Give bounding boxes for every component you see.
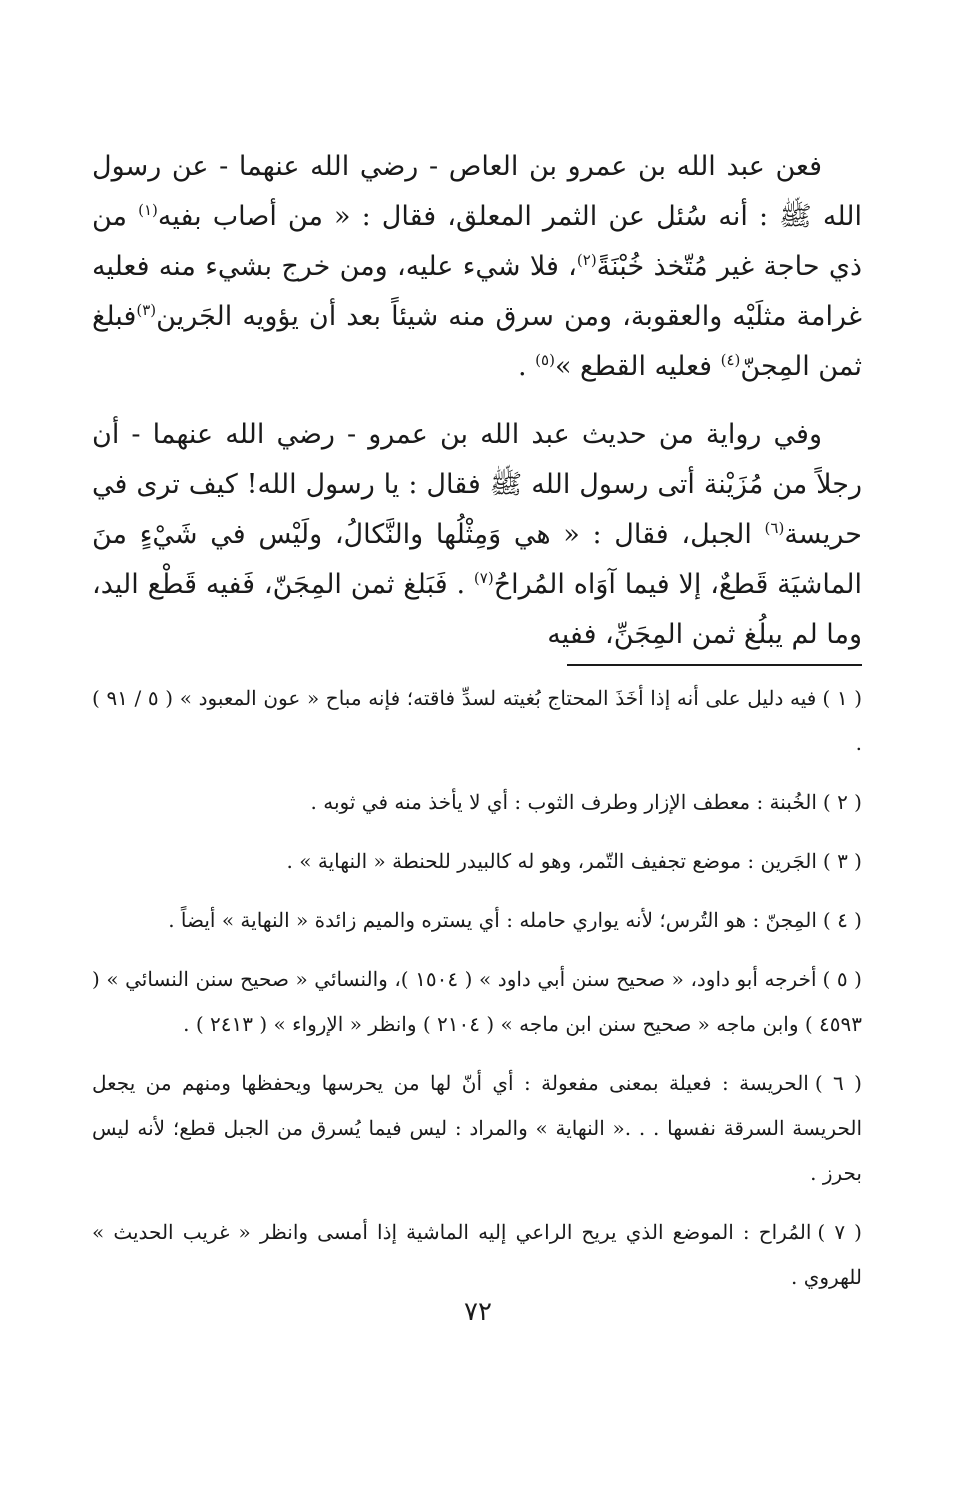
- footnote-number: ( ٥ ): [822, 967, 862, 991]
- footnote-number: ( ١ ): [822, 686, 862, 710]
- paragraph-2-text-b: الجبل، فقال : « هي وَمِثْلُها والنَّكالُ، ولَيْس في شَيْءٍ منَ الماشيَة قَطعٌ، إلا فيما آوَاه المُراحُ: [92, 519, 862, 600]
- paragraph-1-text-a: فعن عبد الله بن عمرو بن العاص - رضي الله عنهما - عن رسول الله ﷺ : أنه سُئل عن الثمر المعلق، فقال : « من أصاب بفيه: [92, 151, 863, 232]
- footnote-text: الحريسة : فعيلة بمعنى مفعولة : أي أنّ لها من يحرسها ويحفظها ومنهم من يجعل الحريسة السرقة نفسها . . .« النهاية » والمراد : ليس فيما يُسرق من الجبل قطع؛ لأنه ليس بحرز .: [92, 1071, 862, 1185]
- footnote-7: [92, 1210, 862, 1300]
- footnote-text: المِجنّ : هو التُرس؛ لأنه يواري حامله : أي يستره والميم زائدة « النهاية » أيضاً .: [168, 908, 817, 932]
- page-number: ٧٢: [464, 1297, 492, 1327]
- footnote-3: [92, 839, 862, 884]
- paragraph-1-text-b: من ذي حاجة غير مُتّخذ خُبْنَةً: [92, 201, 862, 282]
- footnote-number: ( ٣ ): [822, 849, 862, 873]
- paragraph-2-text-c: . فَبَلغ ثمن المِجَنّ، فَفيه قَطْع اليد، وما لم يبلُغ ثمن المِجَنِّ، ففيه: [92, 569, 862, 650]
- paragraph-1-text-f: .: [518, 351, 536, 382]
- footnote-text: الخُبنة : معطف الإزار وطرف الثوب : أي لا يأخذ منه في ثوبه .: [310, 790, 817, 814]
- footnote-2: [92, 780, 862, 825]
- footnote-ref-4: (٤): [720, 351, 741, 369]
- footnote-ref-7: (٧): [473, 569, 494, 587]
- footnote-ref-3: (٣): [136, 301, 157, 319]
- footnotes-list: [92, 676, 862, 1300]
- footnote-6: [92, 1061, 862, 1196]
- paragraph-1-text-c: ، فلا شيء عليه، ومن خرج بشيء منه فعليه غرامة مثلَيْه والعقوبة، ومن سرق منه شيئاً بعد أن يؤويه الجَرين: [92, 251, 862, 332]
- footnote-divider: [567, 664, 862, 666]
- footnote-text: فيه دليل على أنه إذا أخَذَ المحتاج بُغيته لسدِّ فاقته؛ فإنه مباح « عون المعبود » ( ٥ / ٩١ ) .: [92, 686, 862, 755]
- paragraph-2-text-a: وفي رواية من حديث عبد الله بن عمرو - رضي الله عنهما - أن رجلاً من مُزَيْنة أتى رسول الله ﷺ فقال : يا رسول الله! كيف ترى في حريسة: [92, 419, 862, 550]
- main-paragraph-1: [92, 142, 862, 392]
- footnote-ref-1: (١): [138, 201, 158, 219]
- paragraph-1-text-e: فعليه القطع »: [554, 351, 721, 382]
- footnote-number: ( ٤ ): [822, 908, 862, 932]
- footnote-1: [92, 676, 862, 766]
- book-page: [92, 142, 862, 1314]
- footnote-number: ( ٧ ): [817, 1220, 862, 1244]
- footnote-text: أخرجه أبو داود، « صحيح سنن أبي داود » ( ١٥٠٤ )، والنسائي « صحيح سنن النسائي » ( ٤٥٩٣ ) وابن ماجه « صحيح سنن ابن ماجه » ( ٢١٠٤ ) وانظر « الإرواء » ( ٢٤١٣ ) .: [92, 967, 862, 1036]
- footnote-text: الجَرين : موضع تجفيف التّمر، وهو له كالبيدر للحنطة « النهاية » .: [286, 849, 817, 873]
- main-paragraph-2: [92, 410, 862, 660]
- footnote-4: [92, 898, 862, 943]
- footnote-5: [92, 957, 862, 1047]
- footnote-ref-6: (٦): [764, 519, 785, 537]
- paragraph-1-text-d: فبلغ ثمن المِجنّ: [92, 301, 862, 382]
- footnote-ref-5: (٥): [535, 351, 555, 369]
- footnote-text: المُراح : الموضع الذي يريح الراعي إليه الماشية إذا أمسى وانظر « غريب الحديث » للهروي .: [92, 1220, 862, 1289]
- footnote-number: ( ٢ ): [822, 790, 862, 814]
- footnote-number: ( ٦ ): [814, 1071, 862, 1095]
- footnote-ref-2: (٢): [576, 251, 597, 269]
